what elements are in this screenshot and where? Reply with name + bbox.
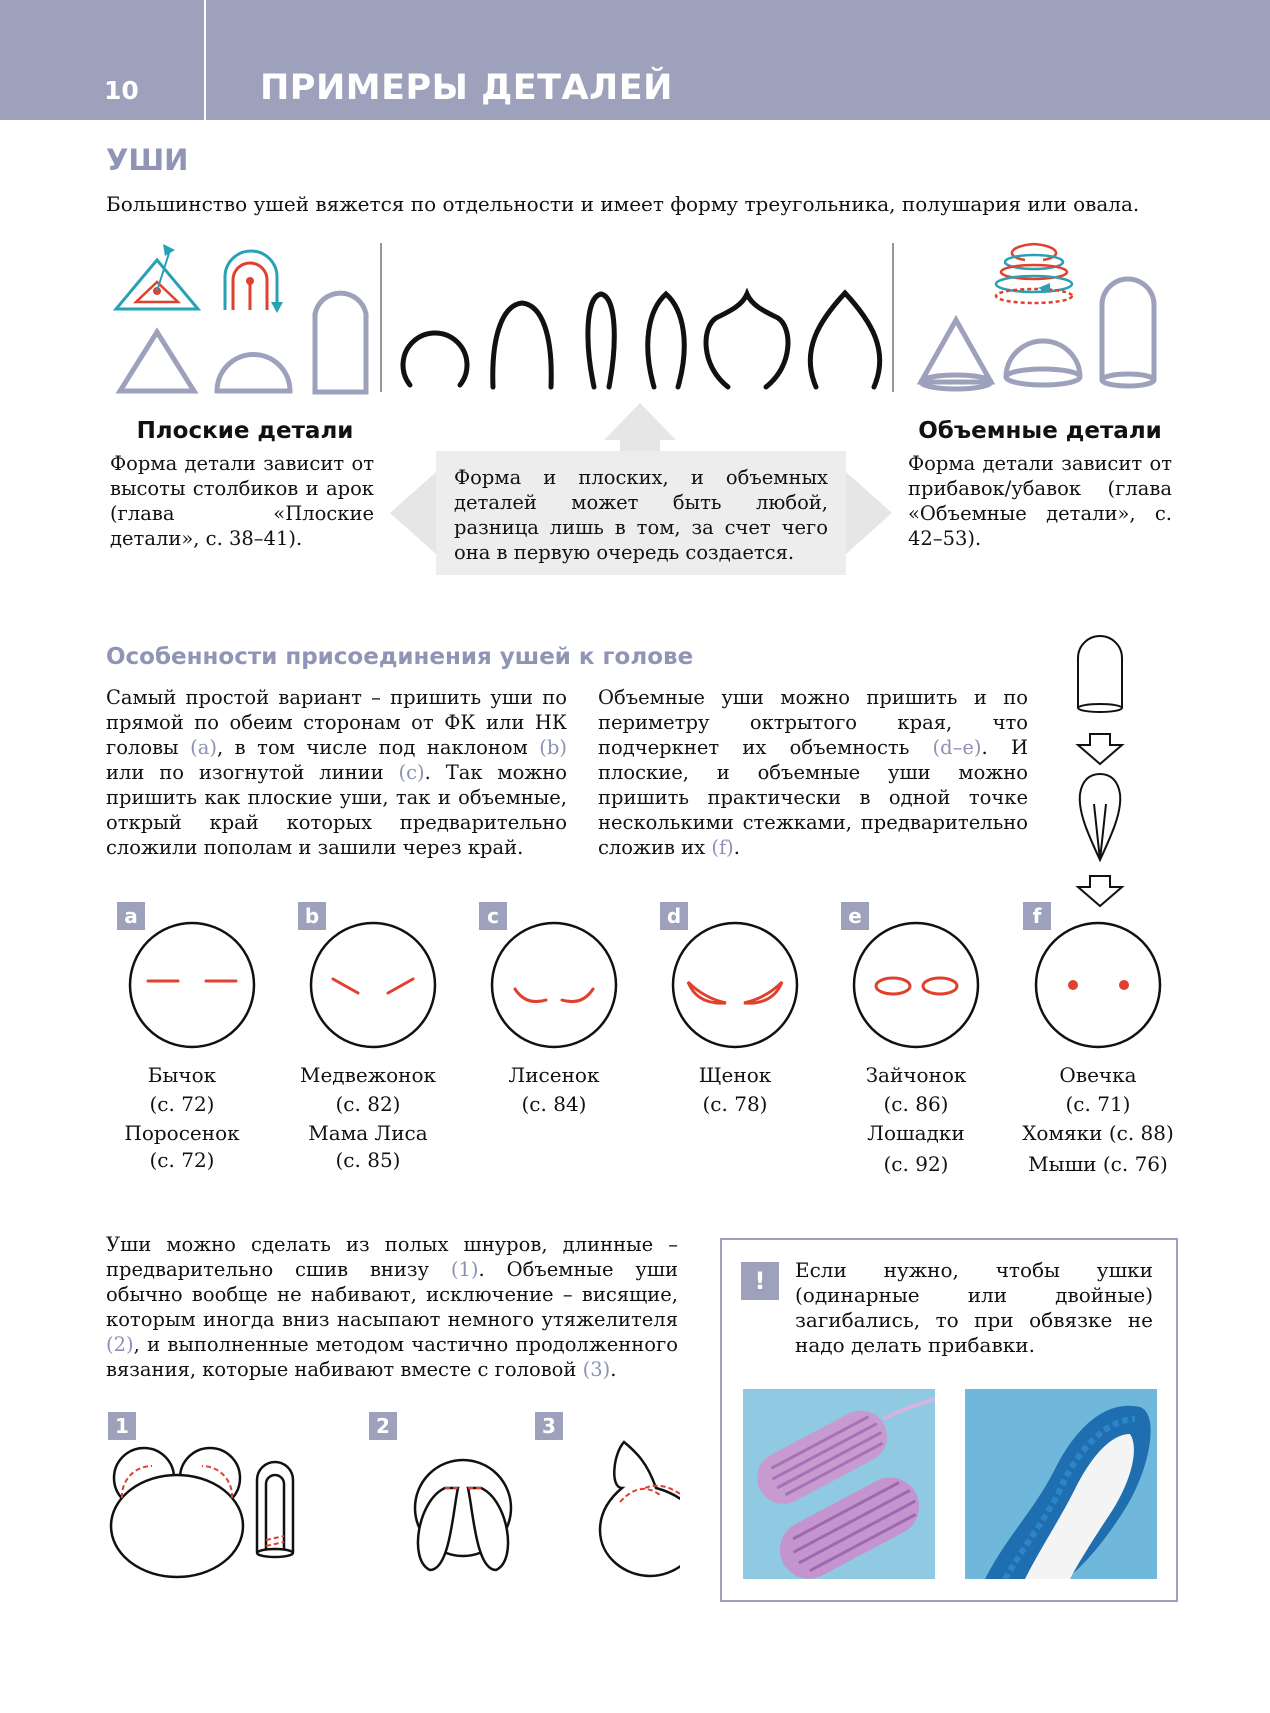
- head-e: [854, 923, 978, 1047]
- caption-e: Зайчонок (с. 86) Лошадки (с. 92): [865, 1063, 967, 1176]
- badge-d: d: [660, 902, 688, 930]
- badge-f: f: [1023, 902, 1051, 930]
- step-badge-3: 3: [535, 1412, 563, 1440]
- head-b: [311, 923, 435, 1047]
- arrow-up-icon: [604, 403, 676, 452]
- arrow-left-icon: [390, 472, 436, 554]
- arrow-down-icon: [1078, 734, 1122, 764]
- page-title: ПРИМЕРЫ ДЕТАЛЕЙ: [260, 68, 673, 108]
- head-f: [1036, 923, 1160, 1047]
- arrow-right-icon: [846, 472, 892, 554]
- attachment-title: Особенности присоединения ушей к голове: [106, 644, 694, 670]
- badge-e: e: [841, 902, 869, 930]
- badge-b: b: [298, 902, 326, 930]
- page-number: 10: [104, 76, 139, 105]
- exclamation-icon: !: [741, 1262, 779, 1300]
- volume-parts-heading: Объемные детали: [918, 418, 1162, 444]
- head-a: [130, 923, 254, 1047]
- section-title: УШИ: [106, 143, 189, 177]
- step-diagrams: [100, 1440, 680, 1580]
- attachment-right-text: Объемные уши можно пришить и по периметру октрытого края, что подчеркнет их объемность (d–e). И плоские, и объемные уши можно пришить практически в одной точке несколькими стежками, предварительно сложив их (f).: [598, 686, 1028, 859]
- caption-b: Медвежонок (с. 82) Мама Лиса (с. 85): [299, 1063, 437, 1172]
- caption-f: Овечка (с. 71) Хомяки (с. 88) Мыши (с. 76): [1022, 1063, 1174, 1176]
- section-intro: Большинство ушей вяжется по отдельности и имеет форму треугольника, полушария или овала.: [106, 192, 1140, 216]
- caption-c: Лисенок (с. 84): [508, 1063, 600, 1116]
- center-note-text: Форма и плоских, и объемных деталей может быть любой, разница лишь в том, за счет чего она в первую очередь создается.: [454, 466, 828, 564]
- badge-c: c: [479, 902, 507, 930]
- tip-text: Если нужно, чтобы ушки (одинарные или двойные) загибались, то при обвязке не надо делать прибавки.: [795, 1258, 1153, 1357]
- photo-blue-ear: [965, 1389, 1157, 1579]
- flat-parts-heading: Плоские детали: [136, 418, 354, 444]
- header-divider: [204, 0, 206, 120]
- step-badge-2: 2: [369, 1412, 397, 1440]
- semicircle-crochet-icon: [225, 251, 283, 313]
- head-c: [492, 923, 616, 1047]
- photo-pink-ears: [743, 1389, 935, 1579]
- caption-a: Бычок (с. 72) Поросенок (с. 72): [124, 1063, 240, 1172]
- cone-crochet-icon: [996, 244, 1072, 303]
- bottom-text: Уши можно сделать из полых шнуров, длинные – предварительно сшив внизу (1). Объемные уши обычно вообще не набивают, исключение – висящие, которым иногда вниз насыпают немного утяжелителя (2), и выполненные методом частично продолженного вязания, которые набивают вместе с головой (3).: [106, 1233, 678, 1381]
- fold-sequence-diagram: [1070, 634, 1130, 914]
- volume-shapes: [921, 279, 1154, 389]
- heads-row: [100, 900, 1180, 1060]
- step-badge-1: 1: [108, 1412, 136, 1440]
- triangle-crochet-icon: [116, 244, 198, 309]
- badge-a: a: [117, 902, 145, 930]
- flat-parts-text: Форма детали зависит от высоты столбиков и арок (глава «Плоские детали», с. 38–41).: [110, 452, 374, 550]
- caption-d: Щенок (с. 78): [698, 1063, 772, 1116]
- volume-parts-text: Форма детали зависит от прибавок/убавок (глава «Объемные детали», с. 42–53).: [908, 452, 1172, 550]
- ear-outlines: [403, 293, 880, 387]
- attachment-left-text: Самый простой вариант – пришить уши по прямой по обеим сторонам от ФК или НК головы (a), в том числе под наклоном (b) или по изогнутой линии (c). Так можно пришить как плоские уши, так и объемные, открый край которых предварительно сложили пополам и зашили через край.: [106, 686, 567, 859]
